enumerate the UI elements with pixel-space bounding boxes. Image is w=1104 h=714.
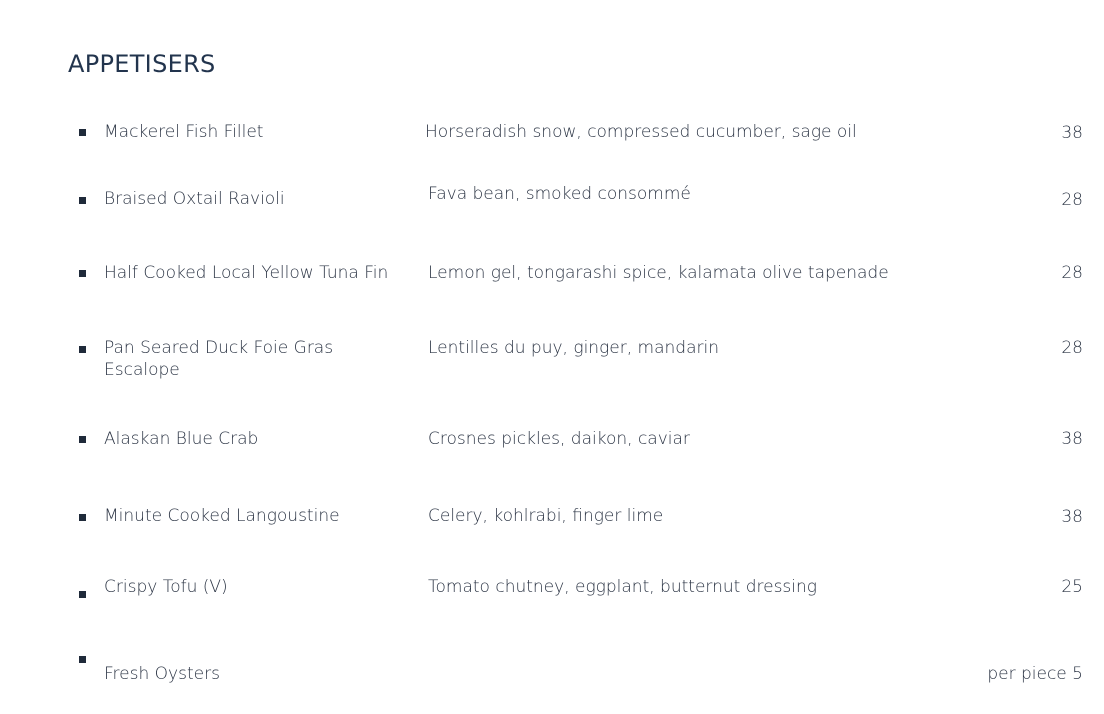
item-name: Half Cooked Local Yellow Tuna Fin <box>104 263 389 283</box>
bullet-icon <box>79 436 86 443</box>
item-description: Lentilles du puy, ginger, mandarin <box>428 338 719 358</box>
item-name: Fresh Oysters <box>104 664 220 684</box>
item-description: Fava bean, smoked consommé <box>428 184 691 204</box>
bullet-icon <box>79 346 86 353</box>
item-name: Minute Cooked Langoustine <box>104 506 340 526</box>
item-price: per piece 5 <box>987 664 1083 684</box>
item-name: Mackerel Fish Fillet <box>104 122 264 142</box>
item-price: 28 <box>1061 190 1083 210</box>
item-description: Lemon gel, tongarashi spice, kalamata olive tapenade <box>428 263 889 283</box>
item-price: 25 <box>1061 577 1083 597</box>
item-price: 38 <box>1061 123 1083 143</box>
section-title: APPETISERS <box>68 50 216 78</box>
item-description: Celery, kohlrabi, finger lime <box>428 506 664 526</box>
item-price: 28 <box>1061 263 1083 283</box>
item-price: 28 <box>1061 338 1083 358</box>
item-price: 38 <box>1061 429 1083 449</box>
bullet-icon <box>79 270 86 277</box>
bullet-icon <box>79 129 86 136</box>
bullet-icon <box>79 197 86 204</box>
item-name: Alaskan Blue Crab <box>104 429 259 449</box>
bullet-icon <box>79 656 86 663</box>
item-description: Horseradish snow, compressed cucumber, sage oil <box>425 122 857 142</box>
item-description: Crosnes pickles, daikon, caviar <box>428 429 690 449</box>
item-price: 38 <box>1061 507 1083 527</box>
item-name: Crispy Tofu (V) <box>104 577 228 597</box>
item-name: Pan Seared Duck Foie Gras Escalope <box>104 338 334 380</box>
item-name: Braised Oxtail Ravioli <box>104 189 285 209</box>
item-description: Tomato chutney, eggplant, butternut dressing <box>428 577 817 597</box>
bullet-icon <box>79 591 86 598</box>
bullet-icon <box>79 514 86 521</box>
